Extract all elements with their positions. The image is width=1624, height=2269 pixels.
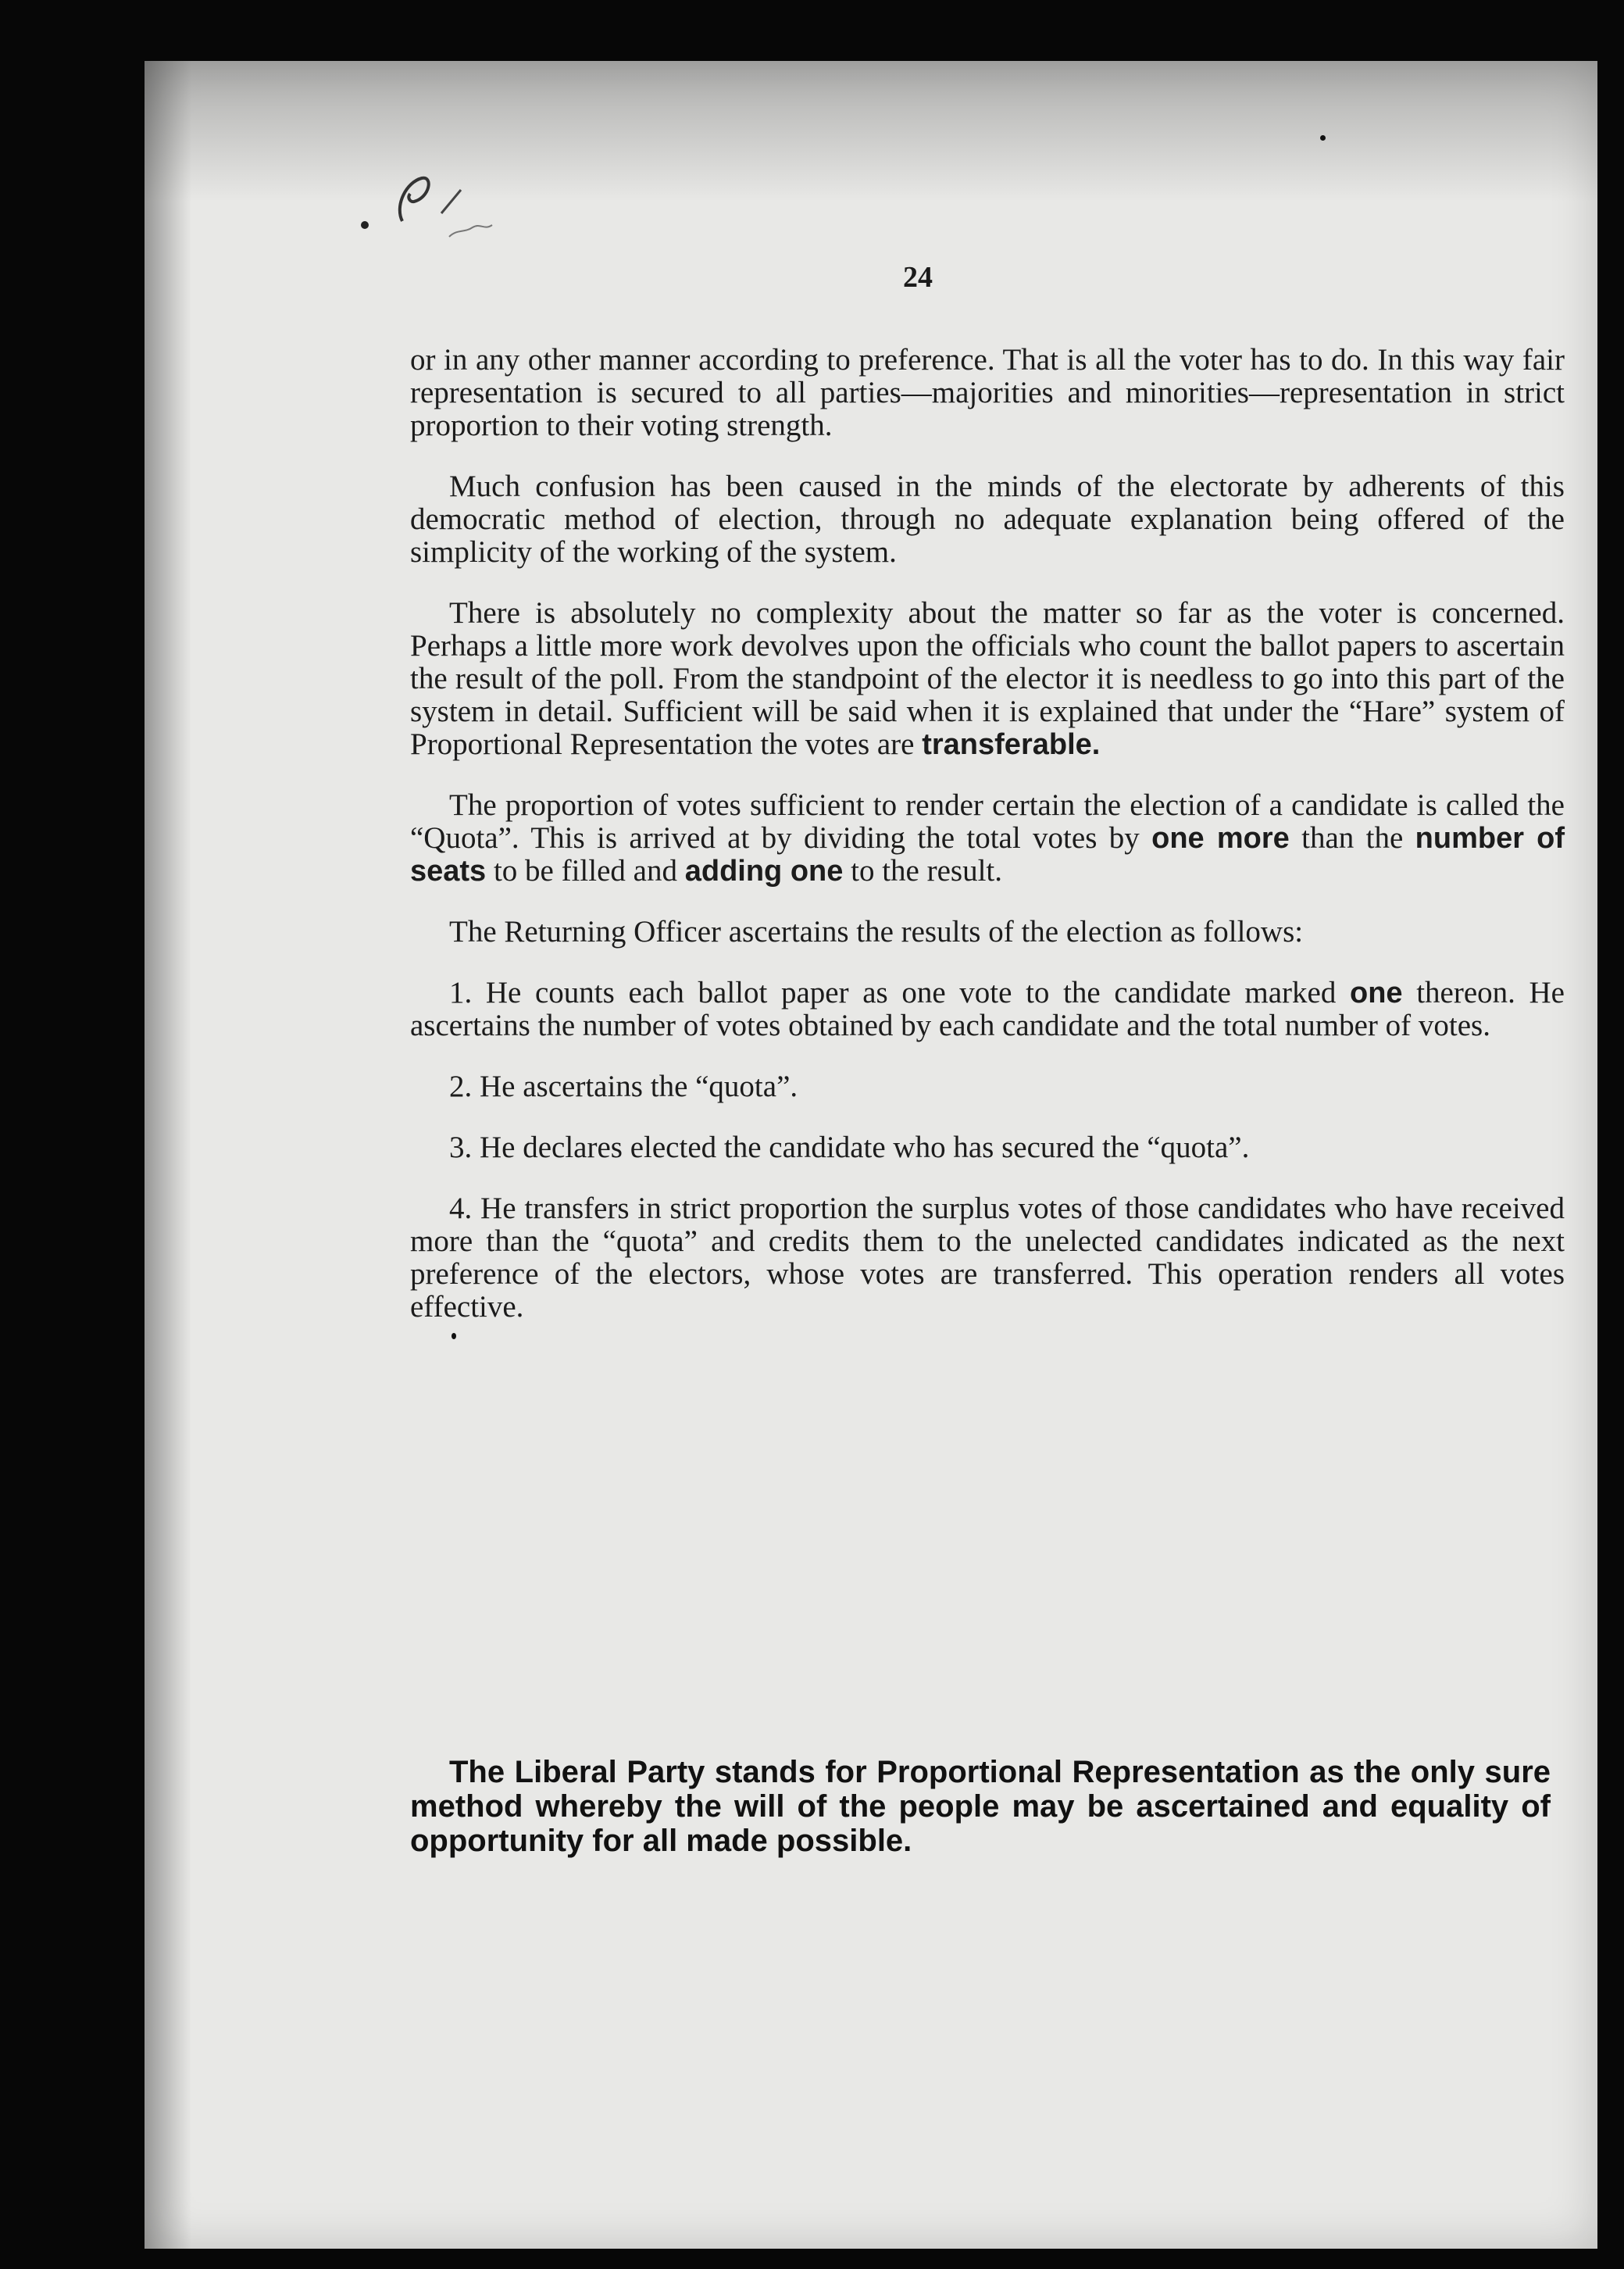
bold-number-of-seats: number of seats (410, 822, 1565, 888)
handwritten-note-text: 6/ (394, 196, 395, 197)
bold-adding-one: adding one (684, 855, 844, 888)
paragraph-4-part-2: than the (1301, 821, 1404, 855)
paragraph-1: or in any other manner according to preference. That is all the voter has to do. In this way fair representation is secured to all parties—majorities and minorities—representation in strict proportion to their voting strength. (410, 343, 1565, 442)
bold-transferable: transferable. (922, 728, 1101, 761)
step-1-part-2: thereon. He ascertains the number of votes obtained by each candidate and the total number of votes. (410, 976, 1565, 1042)
paragraph-4-part-3: to be filled and (493, 854, 677, 888)
paragraph-3-text: There is absolutely no complexity about the matter so far as the voter is concerned. Perhaps a little more work devolves upon the officials who count the ballot papers to ascertain the result of the poll. From the standpoint of the elector it is needless to go into this part of the system in detail. Sufficient will be said when it is explained that under the “Hare” system of Proportional Representation the votes are (410, 596, 1565, 761)
paragraph-5: The Returning Officer ascertains the results of the election as follows: (449, 915, 1304, 949)
step-3: 3. He declares elected the candidate who has secured the “quota”. (449, 1131, 1250, 1164)
paragraph-4-part-4: to the result. (851, 854, 1003, 888)
body-text (410, 344, 1565, 1352)
bold-one: one (1349, 977, 1403, 1009)
paragraph-4 (410, 789, 1565, 888)
step-1 (410, 977, 1565, 1042)
step-4: 4. He transfers in strict proportion the surplus votes of those candidates who have received more than the “quota” and credits them to the unelected candidates indicated as the next preference of the electors, whose votes are transferred. This operation renders all votes effective. (410, 1192, 1565, 1324)
paragraph-2: Much confusion has been caused in the minds of the electorate by adherents of this democratic method of election, through no adequate explanation being offered of the simplicity of the working of the system. (410, 470, 1565, 569)
paragraph-3 (410, 597, 1565, 761)
closing-statement: The Liberal Party stands for Proportional Representation as the only sure method whereby the will of the people may be ascertained and equality of opportunity for all made possible. (410, 1755, 1551, 1858)
paragraph-4-part-1: The proportion of votes sufficient to render certain the election of a candidate is called the “Quota”. This is arrived at by dividing the total votes by (410, 788, 1565, 855)
ink-speck (452, 1333, 456, 1339)
step-1-part-1: 1. He counts each ballot paper as one vote to the candidate marked (449, 976, 1337, 1009)
page-number: 24 (903, 261, 933, 294)
handwritten-annotation (348, 135, 504, 245)
step-2: 2. He ascertains the “quota”. (449, 1070, 798, 1103)
bold-one-more: one more (1151, 822, 1290, 855)
ink-speck (1320, 135, 1326, 141)
document-page (145, 61, 1597, 2249)
